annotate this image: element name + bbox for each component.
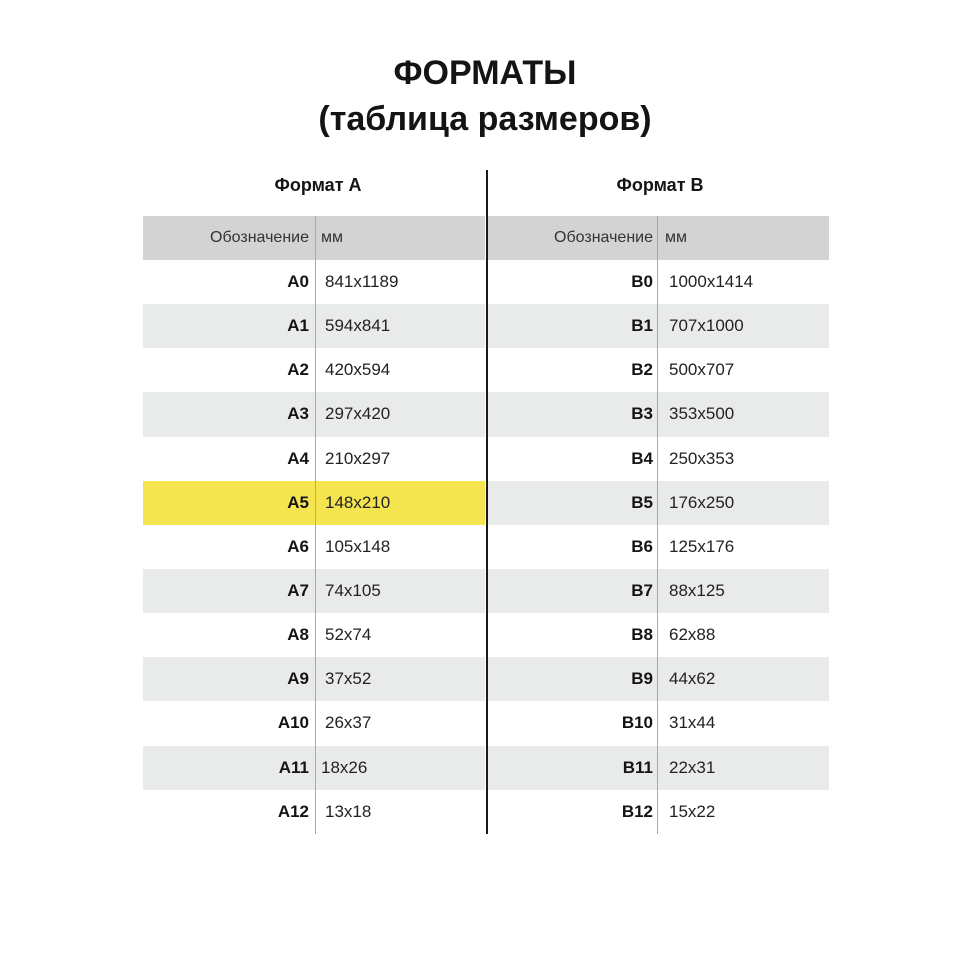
table-row [487, 569, 829, 613]
page-subtitle: (таблица размеров) [318, 100, 652, 138]
format-name: A9 [287, 669, 309, 689]
table-row [143, 790, 485, 834]
format-a-heading: Формат А [274, 175, 362, 195]
column-header-designation: Обозначение [554, 229, 653, 246]
table-header-row [487, 216, 829, 260]
table-row [143, 701, 485, 745]
format-size: 31x44 [669, 713, 716, 733]
table-row [487, 746, 829, 790]
format-size: 500x707 [669, 360, 735, 380]
table-row [143, 657, 485, 701]
table-row [487, 392, 829, 436]
table-divider [486, 170, 488, 834]
table-row-highlighted [143, 481, 485, 525]
format-name: A0 [287, 272, 309, 292]
format-name: B7 [631, 581, 653, 601]
table-row [143, 260, 485, 304]
column-separator [657, 216, 658, 834]
table-row [143, 392, 485, 436]
table-row [487, 613, 829, 657]
table-row [143, 304, 485, 348]
format-name: A5 [287, 492, 309, 512]
table-row [143, 613, 485, 657]
format-size: 62x88 [669, 625, 716, 645]
format-size: 22x31 [669, 757, 716, 777]
table-row [487, 437, 829, 481]
format-size: 44x62 [669, 669, 716, 689]
format-name: A4 [287, 448, 309, 468]
format-name: B9 [631, 669, 653, 689]
format-size: 18x26 [321, 757, 368, 777]
column-header-designation: Обозначение [210, 229, 309, 246]
format-size: 594x841 [325, 316, 391, 336]
format-size: 707x1000 [669, 316, 744, 336]
table-row [143, 348, 485, 392]
format-size: 125x176 [669, 536, 735, 556]
format-size: 176x250 [669, 492, 735, 512]
format-name: B12 [621, 801, 653, 821]
format-size: 52x74 [325, 625, 372, 645]
format-size: 1000x1414 [669, 272, 754, 292]
table-row [487, 481, 829, 525]
format-name: A8 [287, 625, 309, 645]
table-row [487, 348, 829, 392]
format-size: 420x594 [325, 360, 391, 380]
table-row [143, 569, 485, 613]
format-size: 353x500 [669, 404, 735, 424]
format-size: 74x105 [325, 581, 381, 601]
table-row [143, 746, 485, 790]
format-name: A7 [287, 581, 309, 601]
format-size: 148x210 [325, 492, 391, 512]
format-name: B11 [622, 757, 653, 777]
format-name: A12 [277, 801, 309, 821]
format-b-table [487, 216, 829, 834]
format-name: B5 [631, 492, 653, 512]
format-name: B0 [631, 272, 653, 292]
table-row [487, 701, 829, 745]
table-row [487, 657, 829, 701]
format-name: A1 [287, 316, 309, 336]
format-size: 15x22 [669, 801, 716, 821]
format-size: 297x420 [325, 404, 391, 424]
format-name: B10 [621, 713, 653, 733]
table-row [487, 525, 829, 569]
format-b-heading: Формат В [616, 175, 704, 195]
format-name: B8 [631, 625, 653, 645]
format-size: 37x52 [325, 669, 372, 689]
format-name: B2 [631, 360, 653, 380]
format-name: A3 [287, 404, 309, 424]
column-header-mm: мм [665, 229, 687, 246]
format-name: B3 [631, 404, 653, 424]
format-name: B4 [631, 448, 653, 468]
table-header-row [143, 216, 485, 260]
column-header-mm: мм [321, 229, 343, 246]
format-name: B1 [631, 316, 653, 336]
format-name: B6 [631, 536, 653, 556]
format-name: A10 [277, 713, 309, 733]
format-size: 105x148 [325, 536, 391, 556]
table-row [143, 437, 485, 481]
format-name: A11 [278, 757, 309, 777]
column-separator [315, 216, 316, 834]
table-row [487, 790, 829, 834]
format-size: 88x125 [669, 581, 725, 601]
format-name: A6 [287, 536, 309, 556]
table-row [487, 304, 829, 348]
format-size: 841x1189 [325, 272, 399, 292]
format-a-table [143, 216, 485, 834]
format-size: 13x18 [325, 801, 372, 821]
format-size: 26x37 [325, 713, 372, 733]
table-row [487, 260, 829, 304]
format-name: A2 [287, 360, 309, 380]
page-title: ФОРМАТЫ [393, 54, 577, 92]
table-row [143, 525, 485, 569]
format-size: 210x297 [325, 448, 391, 468]
format-size: 250x353 [669, 448, 735, 468]
